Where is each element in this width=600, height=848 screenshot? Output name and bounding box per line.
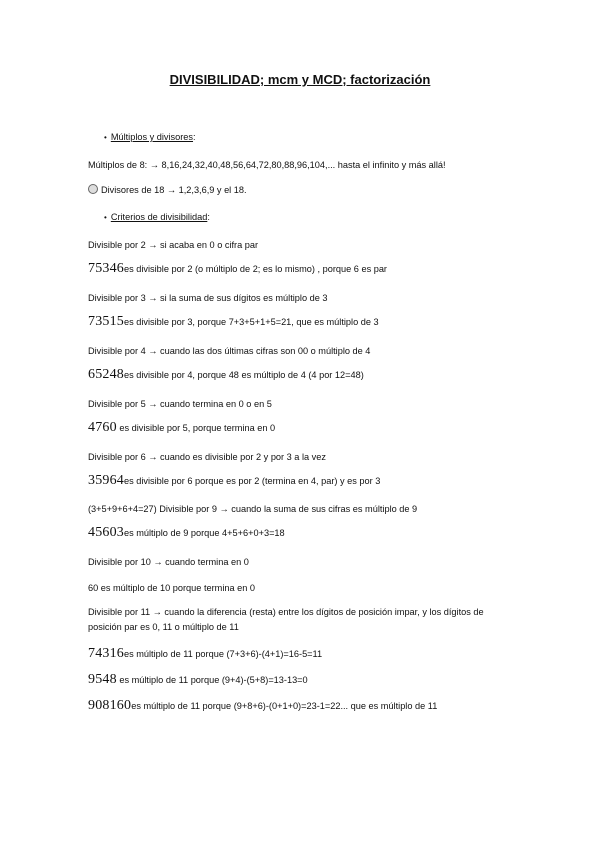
example-line: 4760 es divisible por 5, porque termina en 0 <box>88 420 276 435</box>
example-line: 75346es divisible por 2 (o múltiplo de 2; es lo mismo) , porque 6 es par <box>88 261 387 276</box>
example-number: 4760 <box>88 420 117 435</box>
rule-line: Divisible por 2 → si acaba en 0 o cifra par <box>88 240 259 250</box>
example-line: 45603es múltiplo de 9 porque 4+5+6+0+3=18 <box>88 525 285 540</box>
rule-line: (3+5+9+6+4=27) Divisible por 9 → cuando la suma de sus cifras es múltiplo de 9 <box>88 504 418 514</box>
example-number: 9548 <box>88 672 117 687</box>
multiplos-line: Múltiplos de 8: → 8,16,24,32,40,48,56,64,72,80,88,96,104,... hasta el infinito y más allá! <box>88 160 446 170</box>
bullet-icon: • <box>104 213 107 222</box>
rule-line: Divisible por 6 → cuando es divisible por 2 y por 3 a la vez <box>88 452 326 462</box>
section-heading-multiplos: • Múltiplos y divisores: <box>104 132 196 142</box>
rule-line: Divisible por 4 → cuando las dos últimas cifras son 00 o múltiplo de 4 <box>88 346 371 356</box>
rule-11-paragraph: Divisible por 11 → cuando la diferencia (resta) entre los dígitos de posición impar, y los dígitos de posición par es 0, 11 o múltiplo de 11 <box>88 607 484 632</box>
smiley-icon <box>88 184 98 194</box>
example-number: 73515 <box>88 314 124 329</box>
example-number: 65248 <box>88 367 124 382</box>
divisores-line: Divisores de 18 → 1,2,3,6,9 y el 18. <box>88 184 247 196</box>
rule-line: Divisible por 3 → si la suma de sus dígitos es múltiplo de 3 <box>88 293 328 303</box>
example-line: 9548 es múltiplo de 11 porque (9+4)-(5+8)=13-13=0 <box>88 672 308 687</box>
example-line: 35964es divisible por 6 porque es por 2 (termina en 4, par) y es por 3 <box>88 473 381 488</box>
example-line: 73515es divisible por 3, porque 7+3+5+1+5=21, que es múltiplo de 3 <box>88 314 379 329</box>
rule-line: Divisible por 10 → cuando termina en 0 <box>88 557 249 567</box>
rule-line: Divisible por 5 → cuando termina en 0 o en 5 <box>88 399 272 409</box>
example-line: 74316es múltiplo de 11 porque (7+3+6)-(4+1)=16-5=11 <box>88 646 323 661</box>
example-number: 74316 <box>88 646 124 661</box>
page-title: DIVISIBILIDAD; mcm y MCD; factorización <box>169 72 431 87</box>
example-line: 908160es múltiplo de 11 porque (9+8+6)-(0+1+0)=23-1=22... que es múltiplo de 11 <box>88 698 438 713</box>
rule-line: 60 es múltiplo de 10 porque termina en 0 <box>88 583 256 593</box>
example-number: 75346 <box>88 261 124 276</box>
example-number: 35964 <box>88 473 124 488</box>
bullet-icon: • <box>104 133 107 142</box>
example-line: 65248es divisible por 4, porque 48 es múltiplo de 4 (4 por 12=48) <box>88 367 364 382</box>
example-number: 45603 <box>88 525 124 540</box>
section-heading-criterios: • Criterios de divisibilidad: <box>104 212 210 222</box>
example-number: 908160 <box>88 698 132 713</box>
